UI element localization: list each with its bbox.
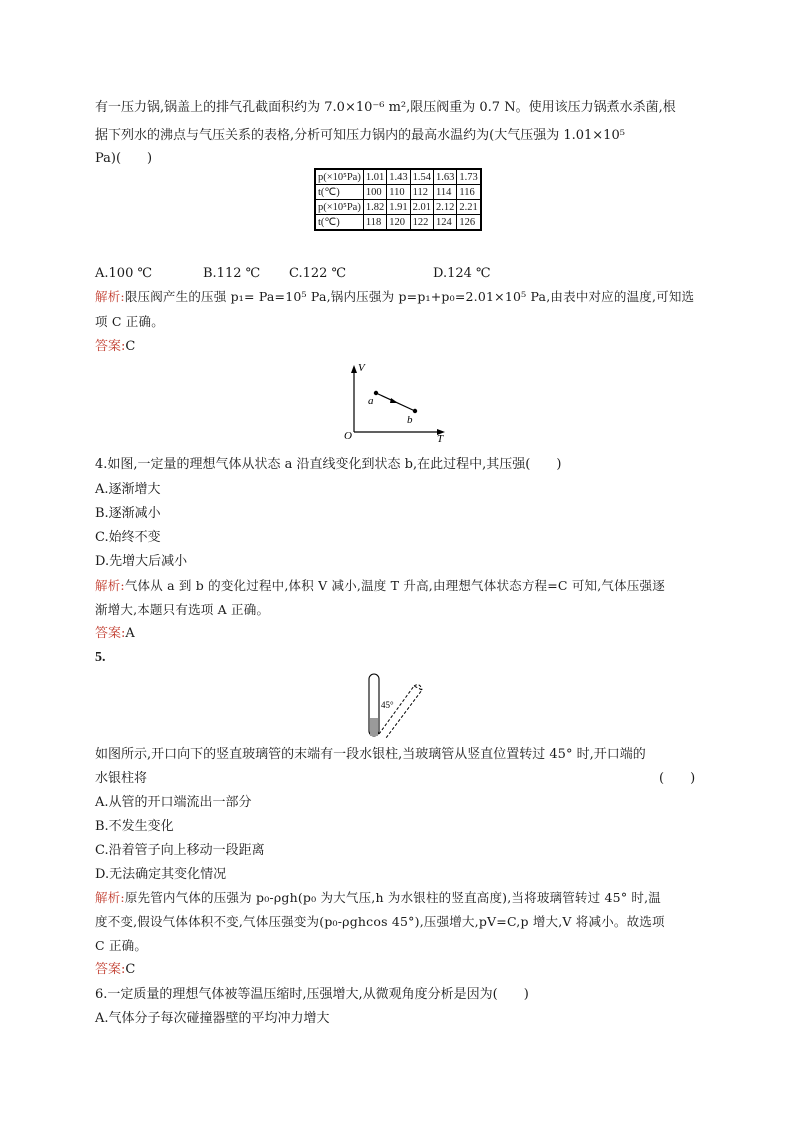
q5-option-b: B.不发生变化	[95, 819, 174, 834]
q3-option-d: D.124 ℃	[433, 266, 491, 281]
q4-analysis-line1	[95, 577, 665, 595]
point-b-label: b	[407, 414, 413, 426]
answer-value: C	[125, 962, 136, 977]
table-cell: 110	[387, 185, 410, 200]
table-cell: 122	[410, 215, 433, 231]
table-cell: 2.21	[457, 200, 481, 215]
table-cell: 114	[433, 185, 456, 200]
answer-label: 答案:	[95, 626, 126, 641]
table-cell: 116	[457, 185, 481, 200]
q3-analysis-line2: 项 C 正确。	[95, 314, 164, 329]
answer-label: 答案:	[95, 339, 126, 354]
q4-stem: 4.如图,一定量的理想气体从状态 a 沿直线变化到状态 b,在此过程中,其压强( )	[95, 457, 562, 472]
table-cell: p(×10⁵Pa)	[315, 200, 363, 215]
table-row	[315, 215, 481, 231]
analysis-label: 解析:	[95, 578, 125, 593]
table-cell: 112	[410, 185, 433, 200]
q3-answer	[95, 338, 135, 356]
point-a	[374, 391, 378, 395]
table-cell: t(℃)	[315, 185, 363, 200]
q3-stem-line1: 有一压力锅,锅盖上的排气孔截面积约为 7.0×10⁻⁶ m²,限压阀重为 0.7 N。使用该压力锅煮水杀菌,根	[95, 100, 676, 115]
glass-tube-diagram	[362, 672, 432, 742]
q6-option-a: A.气体分子每次碰撞器壁的平均冲力增大	[95, 1011, 330, 1026]
table-cell: 2.01	[410, 200, 433, 215]
vt-diagram	[340, 362, 460, 447]
table-cell: 2.12	[433, 200, 456, 215]
q3-stem-line3: Pa)( )	[95, 151, 153, 166]
q5-analysis-line3: C 正确。	[95, 938, 148, 953]
table-cell: 126	[457, 215, 481, 231]
q3-stem-line2: 据下列水的沸点与气压关系的表格,分析可知压力锅内的最高水温约为(大气压强为 1.01×10⁵	[95, 128, 625, 143]
q4-answer	[95, 625, 135, 643]
q3-option-b: B.112 ℃	[203, 266, 261, 281]
analysis-text: 限压阀产生的压强 p₁= Pa=10⁵ Pa,锅内压强为 p=p₁+p₀=2.01×10⁵ Pa,由表中对应的温度,可知选	[124, 289, 695, 304]
mercury-column	[370, 718, 378, 736]
table-cell: 1.91	[387, 200, 410, 215]
q3-option-a: A.100 ℃	[95, 266, 153, 281]
table-cell: 118	[363, 215, 386, 231]
point-a-label: a	[368, 395, 374, 407]
table-row	[315, 169, 481, 185]
analysis-label: 解析:	[95, 289, 125, 304]
q5-stem-line2: 水银柱将	[95, 771, 148, 786]
analysis-text: 原先管内气体的压强为 p₀-ρgh(p₀ 为大气压,h 为水银柱的竖直高度),当将玻璃管转过 45° 时,温	[124, 890, 662, 905]
v-axis-arrow	[351, 365, 357, 373]
origin-label: O	[344, 430, 352, 442]
table-cell: 1.63	[433, 169, 456, 185]
q4-option-d: D.先增大后减小	[95, 554, 188, 569]
answer-value: C	[125, 339, 136, 354]
analysis-label: 解析:	[95, 890, 125, 905]
table-row	[315, 200, 481, 215]
q5-analysis-line2: 度不变,假设气体体积不变,气体压强变为(p₀-ρghcos 45°),压强增大,pV=C,p 增大,V 将减小。故选项	[95, 914, 665, 929]
table-cell: 100	[363, 185, 386, 200]
table-cell: t(℃)	[315, 215, 363, 231]
q3-option-c: C.122 ℃	[289, 266, 347, 281]
q5-number: 5.	[95, 650, 106, 665]
q5-stem-paren: ( )	[659, 771, 696, 786]
q4-option-a: A.逐渐增大	[95, 482, 161, 497]
q5-answer	[95, 961, 135, 979]
q5-stem-line1: 如图所示,开口向下的竖直玻璃管的末端有一段水银柱,当玻璃管从竖直位置转过 45° 时,开口端的	[95, 747, 646, 762]
rotated-tube-outline	[379, 686, 422, 738]
table-cell: 1.01	[363, 169, 386, 185]
q5-option-d: D.无法确定其变化情况	[95, 867, 227, 882]
table-cell: 1.73	[457, 169, 481, 185]
table-cell: 1.43	[387, 169, 410, 185]
q5-analysis-line1	[95, 889, 661, 907]
q5-option-c: C.沿着管子向上移动一段距离	[95, 843, 265, 858]
analysis-text: 气体从 a 到 b 的变化过程中,体积 V 减小,温度 T 升高,由理想气体状态方程=C 可知,气体压强逐	[124, 578, 665, 593]
q4-analysis-line2: 渐增大,本题只有选项 A 正确。	[95, 602, 270, 617]
answer-value: A	[125, 626, 135, 641]
q5-option-a: A.从管的开口端流出一部分	[95, 795, 252, 810]
q3-analysis-line1	[95, 288, 694, 306]
table-row	[315, 185, 481, 200]
table-cell: 124	[433, 215, 456, 231]
point-b	[413, 409, 417, 413]
t-axis-label: T	[437, 433, 444, 445]
v-axis-label: V	[358, 362, 365, 374]
table-cell: p(×10⁵Pa)	[315, 169, 363, 185]
table-cell: 1.54	[410, 169, 433, 185]
q4-option-c: C.始终不变	[95, 530, 161, 545]
angle-label: 45°	[381, 700, 394, 710]
boiling-point-table	[314, 168, 482, 231]
process-arrow	[390, 398, 398, 403]
table-cell: 120	[387, 215, 410, 231]
q4-option-b: B.逐渐减小	[95, 506, 161, 521]
table-cell: 1.82	[363, 200, 386, 215]
answer-label: 答案:	[95, 962, 126, 977]
q6-stem: 6.一定质量的理想气体被等温压缩时,压强增大,从微观角度分析是因为( )	[95, 987, 529, 1002]
